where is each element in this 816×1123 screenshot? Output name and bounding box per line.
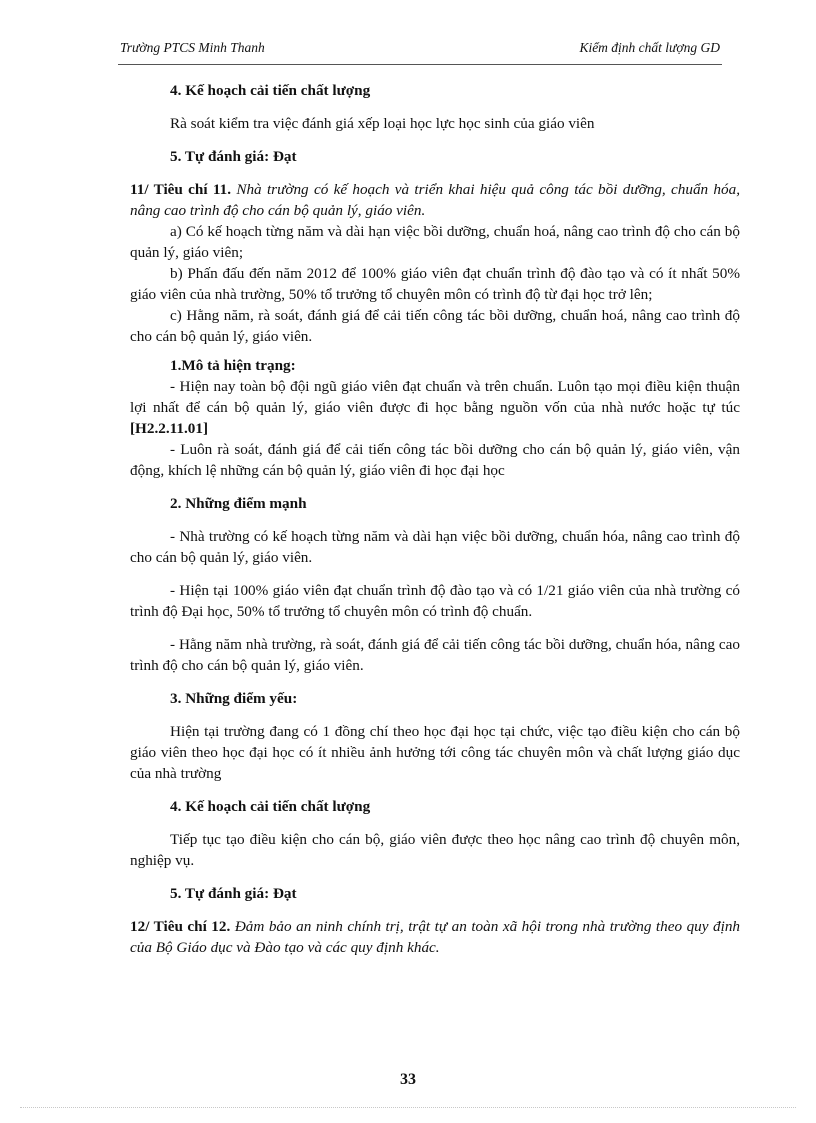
- paragraph: b) Phấn đấu đến năm 2012 để 100% giáo viên đạt chuẩn trình độ đào tạo và có ít nhất 50% giáo viên của nhà trường, 50% tổ trưởng tổ chuyên môn có trình độ từ đại học trở lên;: [130, 265, 740, 303]
- paragraph: [130, 376, 740, 439]
- evidence-code: [H2.2.11.01]: [130, 420, 209, 437]
- criterion-12: [130, 916, 740, 958]
- page-content: [130, 80, 740, 958]
- paragraph: - Luôn rà soát, đánh giá để cải tiến công tác bồi dưỡng cho cán bộ quản lý, giáo viên, vận động, khích lệ những cán bộ quản lý, giáo viên đi học đại học: [130, 441, 740, 479]
- criterion-11: [130, 179, 740, 221]
- paragraph: Tiếp tục tạo điều kiện cho cán bộ, giáo viên được theo học nâng cao trình độ chuyên môn, nghiệp vụ.: [130, 831, 740, 869]
- criterion-title: Nhà trường có kế hoạch và triển khai hiệu quả công tác bồi dưỡng, chuẩn hóa, nâng cao trình độ cho cán bộ quản lý, giáo viên.: [130, 181, 741, 219]
- paragraph: Rà soát kiểm tra việc đánh giá xếp loại học lực học sinh của giáo viên: [170, 115, 595, 132]
- section-heading: 4. Kế hoạch cải tiến chất lượng: [170, 798, 371, 815]
- paragraph: - Hiện tại 100% giáo viên đạt chuẩn trình độ đào tạo và có 1/21 giáo viên của nhà trường có trình độ Đại học, 50% tổ trưởng tổ chuyên môn có trình độ chuẩn.: [130, 582, 740, 620]
- paragraph: c) Hằng năm, rà soát, đánh giá để cải tiến công tác bồi dưỡng, chuẩn hoá, nâng cao trình độ cho cán bộ quản lý, giáo viên.: [130, 307, 740, 345]
- paragraph: - Nhà trường có kế hoạch từng năm và dài hạn việc bồi dưỡng, chuẩn hóa, nâng cao trình độ cho cán bộ quản lý, giáo viên.: [130, 528, 740, 566]
- header-school-name: Trường PTCS Minh Thanh: [120, 40, 265, 55]
- criterion-label: 12/ Tiêu chí 12.: [130, 918, 231, 935]
- page-header: [120, 40, 720, 60]
- section-heading: 4. Kế hoạch cải tiến chất lượng: [170, 82, 371, 99]
- footer-rule: [20, 1107, 796, 1108]
- paragraph: a) Có kế hoạch từng năm và dài hạn việc bồi dưỡng, chuẩn hoá, nâng cao trình độ cho cán bộ quản lý, giáo viên;: [130, 223, 740, 261]
- header-document-title: Kiểm định chất lượng GD: [579, 40, 720, 55]
- section-heading: 1.Mô tả hiện trạng:: [170, 357, 296, 374]
- paragraph: - Hằng năm nhà trường, rà soát, đánh giá để cải tiến công tác bồi dưỡng, chuẩn hóa, nâng cao trình độ cho cán bộ quản lý, giáo viên.: [130, 636, 740, 674]
- section-heading: 3. Những điểm yếu:: [170, 690, 298, 707]
- section-heading: 5. Tự đánh giá: Đạt: [170, 885, 297, 902]
- paragraph-text: - Hiện nay toàn bộ đội ngũ giáo viên đạt chuẩn và trên chuẩn. Luôn tạo mọi điều kiện thuận lợi nhất để cán bộ quản lý, giáo viên được đi học bằng nguồn vốn của nhà nước hoặc tự túc: [130, 378, 740, 416]
- section-heading: 2. Những điểm mạnh: [170, 495, 307, 512]
- page-number: 33: [400, 1071, 416, 1088]
- section-heading: 5. Tự đánh giá: Đạt: [170, 148, 297, 165]
- header-rule: [118, 64, 722, 65]
- criterion-label: 11/ Tiêu chí 11.: [130, 181, 232, 198]
- paragraph: Hiện tại trường đang có 1 đồng chí theo học đại học tại chức, việc tạo điều kiện cho cán bộ giáo viên theo học đại học có ít nhiều ảnh hưởng tới công tác chuyên môn và chất lượng giáo dục của nhà trường: [130, 723, 740, 782]
- criterion-title: Đảm bảo an ninh chính trị, trật tự an toàn xã hội trong nhà trường theo quy định của Bộ Giáo dục và Đào tạo và các quy định khác.: [130, 918, 741, 956]
